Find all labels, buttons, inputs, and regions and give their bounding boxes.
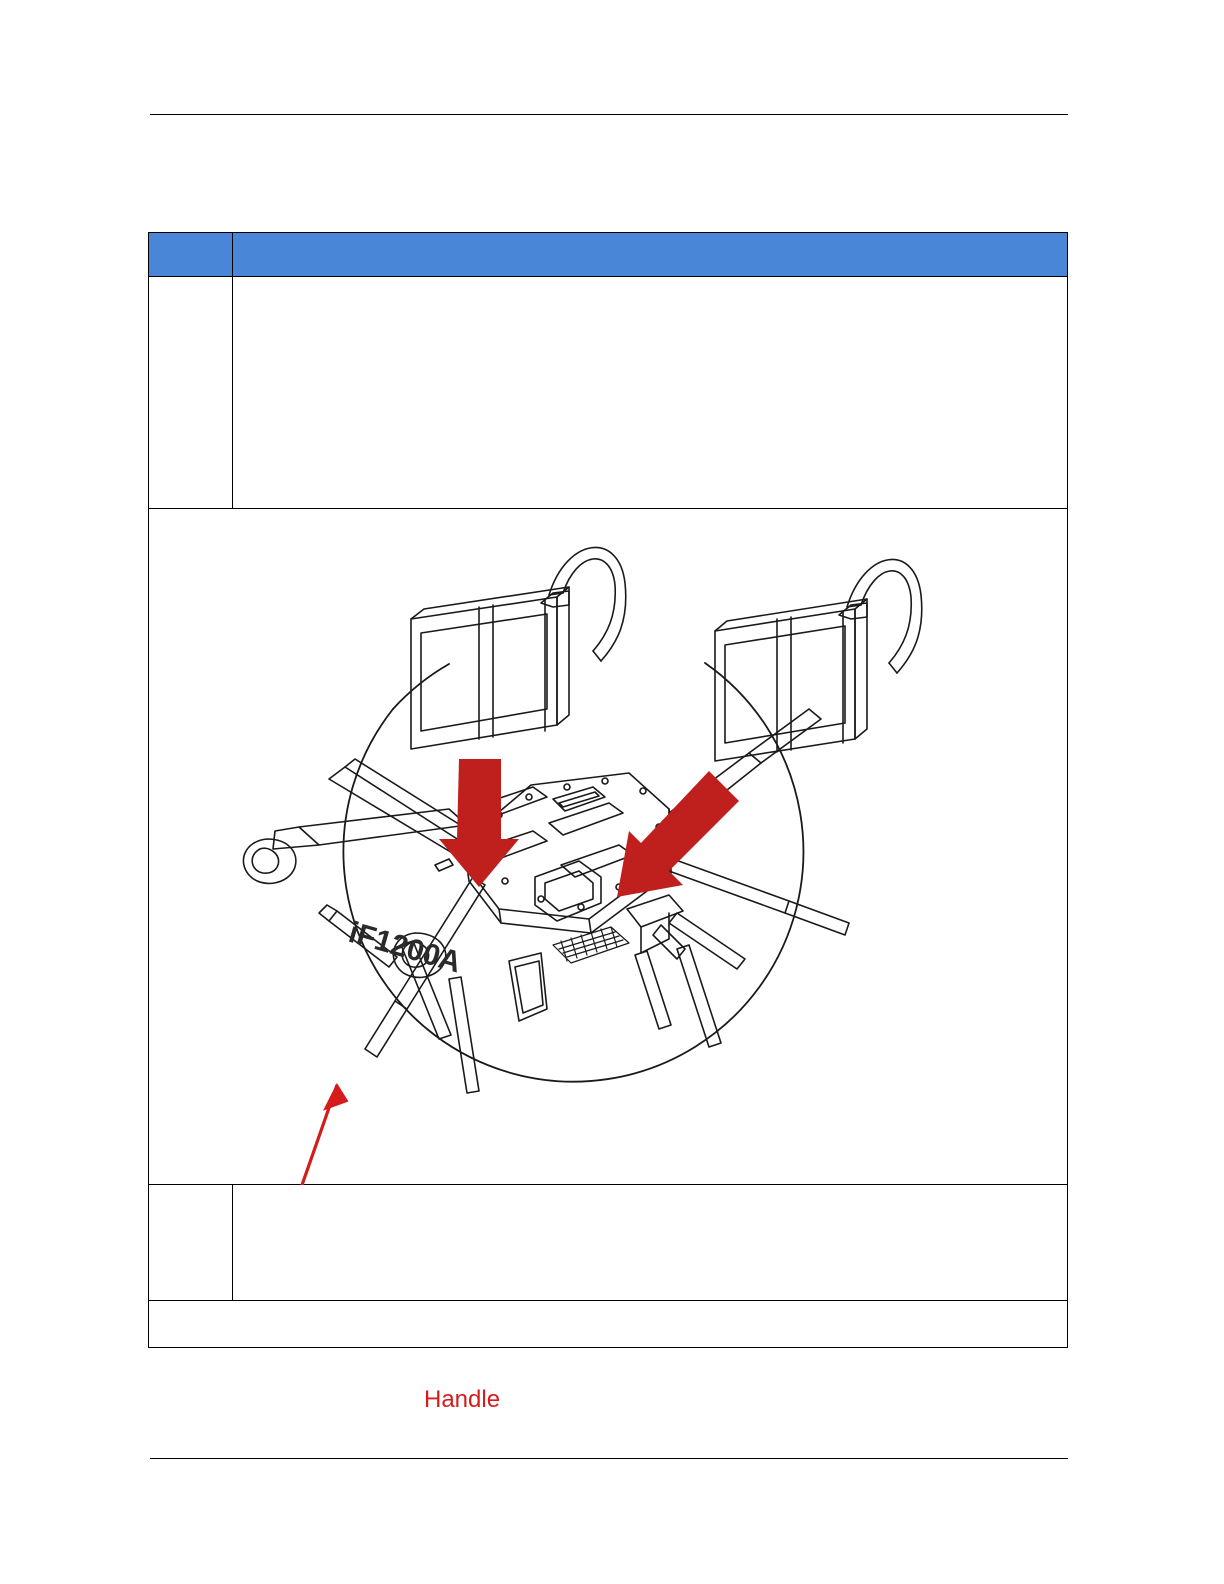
table-footer-row bbox=[149, 1301, 1067, 1347]
table-header-cell-description bbox=[233, 233, 1067, 276]
table-header-row bbox=[149, 233, 1067, 277]
figure-row-number-text bbox=[149, 509, 233, 525]
note-body-text bbox=[233, 1185, 1067, 1201]
table-cell-step-text bbox=[233, 277, 1067, 508]
step-body-text bbox=[233, 277, 1067, 293]
table-header-number-label bbox=[149, 233, 232, 249]
table-header-cell-number bbox=[149, 233, 233, 276]
table-row-figure bbox=[149, 509, 1067, 1413]
table-row-note bbox=[149, 1185, 1067, 1301]
table-footer-cell bbox=[149, 1301, 1067, 1347]
table-cell-step-number bbox=[149, 277, 233, 508]
procedure-table bbox=[148, 232, 1068, 1413]
table-header-description-label bbox=[233, 233, 1067, 249]
table-footer-text bbox=[149, 1301, 1067, 1317]
note-number-text bbox=[149, 1185, 232, 1201]
table-cell-figure-number bbox=[149, 509, 233, 1184]
step-number-text bbox=[149, 277, 232, 293]
header-rule bbox=[150, 114, 1068, 115]
handle-callout-label: Handle bbox=[424, 1386, 501, 1413]
table-cell-note-text bbox=[233, 1185, 1067, 1300]
product-marking-text: iF1200A bbox=[345, 916, 465, 980]
table-row bbox=[149, 277, 1067, 509]
table-cell-figure bbox=[233, 509, 1067, 1184]
footer-rule bbox=[150, 1458, 1068, 1459]
table-cell-note-number bbox=[149, 1185, 233, 1300]
